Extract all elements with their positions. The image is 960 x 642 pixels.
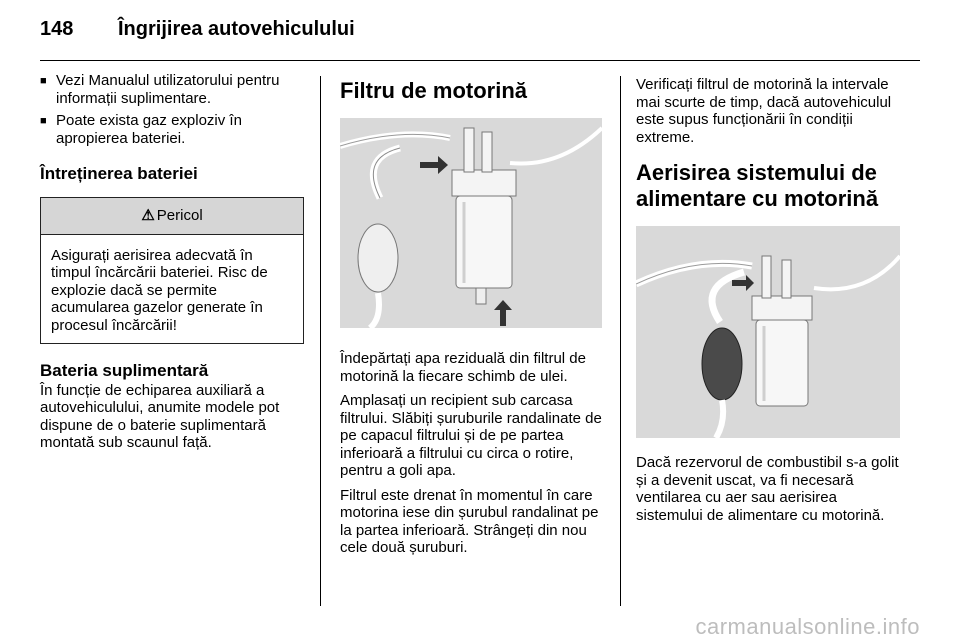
warning-header — [41, 198, 303, 235]
warning-triangle-icon: ⚠ — [141, 206, 155, 224]
paragraph: Îndepărtați apa reziduală din filtrul de motorină la fiecare schimb de ulei. — [340, 350, 586, 385]
paragraph: Verificați filtrul de motorină la intervale mai scurte de timp, dacă autovehiculul este supus funcționării în condiții extreme. — [636, 76, 892, 146]
column-right — [636, 72, 902, 531]
bullet-icon: ■ — [40, 115, 47, 127]
column-divider — [620, 76, 621, 606]
subsection-title: Bateria suplimentară — [40, 361, 209, 380]
watermark-text: carmanualsonline.info — [695, 614, 920, 639]
page-header — [0, 0, 960, 62]
paragraph: Filtrul este drenat în momentul în care motorina iese din șurubul randalinat pe la partea inferioară. Strângeți din nou cele două șuruburi. — [340, 486, 599, 556]
column-middle — [340, 72, 602, 564]
warning-box — [40, 197, 304, 345]
page-number: 148 — [40, 18, 74, 40]
bullet-text: Poate exista gaz exploziv în apropierea bateriei. — [56, 112, 242, 147]
paragraph: Dacă rezervorul de combustibil s-a golit și a devenit uscat, va fi necesară ventilarea cu aer sau aerisirea sistemului de alimentare cu motorină. — [636, 454, 899, 524]
subsection-text: În funcție de echiparea auxiliară a autovehiculului, anumite modele pot dispune de o baterie suplimentară montată sub scaunul față. — [40, 381, 280, 451]
section-heading: Aerisirea sistemului de alimentare cu motorină — [636, 160, 879, 211]
section-heading: Filtru de motorină — [340, 78, 527, 103]
bullet-item — [40, 72, 304, 107]
paragraph: Amplasați un recipient sub carcasa filtrului. Slăbiți șuruburile randalinate de pe capacul filtrului și de pe partea inferioară a filtrului cu circa o rotire, pentru a goli apa. — [340, 392, 602, 479]
page-title: Îngrijirea autovehiculului — [118, 18, 355, 40]
warning-text: Asigurați aerisirea adecvată în timpul încărcării bateriei. Risc de explozie dacă se permite acumularea gazelor generate în procesul încărcării! — [51, 246, 268, 334]
fuel-system-bleeding-illustration — [636, 226, 900, 438]
column-divider — [320, 76, 321, 606]
bullet-text: Vezi Manualul utilizatorului pentru informații suplimentare. — [56, 72, 280, 107]
bullet-item — [40, 112, 304, 147]
header-rule — [40, 60, 920, 61]
bullet-icon: ■ — [40, 75, 47, 87]
warning-title: Pericol — [156, 206, 203, 224]
column-left — [40, 72, 304, 452]
section-title: Întreținerea bateriei — [40, 164, 198, 183]
diesel-filter-illustration — [340, 118, 602, 328]
